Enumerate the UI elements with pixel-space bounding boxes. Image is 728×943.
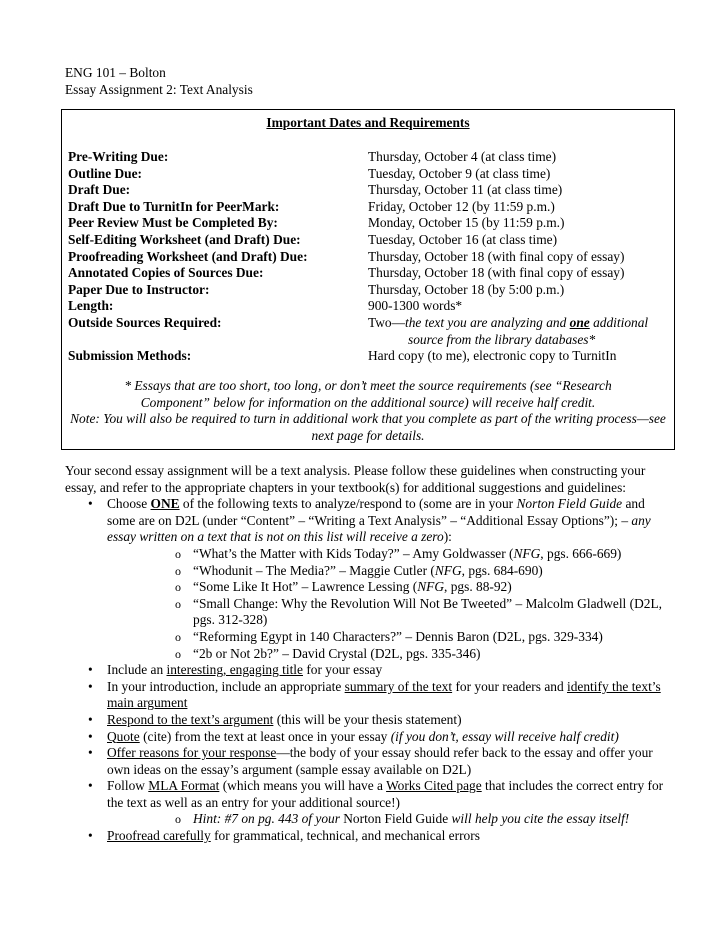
requirement-label: Submission Methods: <box>68 348 192 364</box>
list-item: • In your introduction, include an appropriate summary of the text for your readers and identify the text’s main argument <box>65 679 665 712</box>
text-run: ): <box>443 529 452 545</box>
requirement-label: Draft Due: <box>68 182 131 198</box>
process-note: Note: You will also be required to turn in additional work that you complete as part of the writing process—see next page for details. <box>70 411 666 443</box>
requirement-value: Hard copy (to me), electronic copy to TurnitIn <box>368 348 617 364</box>
requirement-label: Pre-Writing Due: <box>68 149 169 164</box>
list-item: • Include an interesting, engaging title for your essay <box>65 662 665 679</box>
list-item: • Offer reasons for your response—the body of your essay should refer back to the essay and offer your own ideas on the essay’s argument (sample essay available on D2L) <box>65 745 665 778</box>
requirement-value: Thursday, October 18 (with final copy of essay) <box>368 265 625 281</box>
book-title: Norton Field Guide <box>516 496 623 512</box>
guidelines-section <box>65 463 665 845</box>
requirement-value: Thursday, October 18 (by 5:00 p.m.) <box>368 281 565 297</box>
intro-paragraph: Your second essay assignment will be a text analysis. Please follow these guidelines when constructing your essay, and refer to the appropriate chapters in your textbook(s) for additional suggestions and guidelines: <box>65 463 646 495</box>
text-option: o “Reforming Egypt in 140 Characters?” – Dennis Baron (D2L, pgs. 329-334) <box>107 629 665 646</box>
box-notes <box>66 378 670 444</box>
requirement-label: Proofreading Worksheet (and Draft) Due: <box>68 248 308 264</box>
hint-list <box>107 811 665 828</box>
requirement-row <box>68 282 668 299</box>
box-title: Important Dates and Requirements <box>266 115 470 130</box>
requirement-label: Peer Review Must be Completed By: <box>68 215 278 231</box>
requirement-row <box>68 232 668 249</box>
sources-text: additional <box>589 314 649 330</box>
length-note: * Essays that are too short, too long, or don’t meet the source requirements (see “Research Component” below for information on the additional source) will receive half credit. <box>124 378 612 410</box>
document-header <box>65 65 253 98</box>
requirement-value: source from the library databases* <box>408 331 596 347</box>
requirement-label: Annotated Copies of Sources Due: <box>68 265 264 281</box>
text-option: o “2b or Not 2b?” – David Crystal (D2L, pgs. 335-346) <box>107 646 665 663</box>
requirement-row <box>68 215 668 232</box>
emphasis-text: ONE <box>150 496 180 512</box>
list-item: • Respond to the text’s argument (this will be your thesis statement) <box>65 712 665 729</box>
requirement-row <box>68 315 668 332</box>
text-run: Choose <box>107 496 151 512</box>
assignment-line: Essay Assignment 2: Text Analysis <box>65 81 253 97</box>
text-run: of the following texts to analyze/respond to (some are in your <box>179 496 517 512</box>
requirement-label: Outside Sources Required: <box>68 314 222 330</box>
requirement-row <box>68 166 668 183</box>
requirement-row <box>68 298 668 315</box>
list-item: • Proofread carefully for grammatical, technical, and mechanical errors <box>65 828 665 845</box>
requirement-row <box>68 199 668 216</box>
list-item: • Follow MLA Format (which means you will have a Works Cited page that includes the correct entry for the text as well as an entry for your additional source!) o Hint: #7 on pg. 443 of your Norton Field Guide will help you cite the essay itself! <box>65 778 665 828</box>
sources-text: the text you are analyzing and <box>405 314 570 330</box>
text-run: and some are on D2L (under “Content” – “Writing a Text Analysis” – “Additional Essay Options”); <box>107 496 645 528</box>
requirement-row-continued <box>68 332 668 349</box>
warning-text: – any essay written on a text that is not on this list will receive a zero <box>107 512 651 545</box>
requirement-row <box>68 265 668 282</box>
sources-text: Two— <box>368 314 406 330</box>
requirement-label: Paper Due to Instructor: <box>68 281 210 297</box>
requirement-value <box>368 315 668 332</box>
requirement-value: Tuesday, October 9 (at class time) <box>368 165 551 181</box>
requirement-value: Thursday, October 18 (with final copy of essay) <box>368 248 625 264</box>
list-item: • Quote (cite) from the text at least once in your essay (if you don’t, essay will receive half credit) <box>65 729 665 746</box>
text-option: o “Some Like It Hot” – Lawrence Lessing (NFG, pgs. 88-92) <box>107 579 665 596</box>
requirement-value: Thursday, October 4 (at class time) <box>368 149 557 164</box>
course-line: ENG 101 – Bolton <box>65 65 166 80</box>
requirement-row <box>68 182 668 199</box>
requirement-value: Tuesday, October 16 (at class time) <box>368 231 558 247</box>
requirement-value: Monday, October 15 (by 11:59 p.m.) <box>368 215 565 231</box>
requirement-label: Self-Editing Worksheet (and Draft) Due: <box>68 231 301 247</box>
text-options-list <box>107 546 665 662</box>
requirement-label: Draft Due to TurnitIn for PeerMark: <box>68 198 280 214</box>
requirement-value: Thursday, October 11 (at class time) <box>368 182 563 198</box>
requirement-value: 900-1300 words* <box>368 298 463 314</box>
requirement-value: Friday, October 12 (by 11:59 p.m.) <box>368 198 555 214</box>
text-option: o “What’s the Matter with Kids Today?” – Amy Goldwasser (NFG, pgs. 666-669) <box>107 546 665 563</box>
requirements-list <box>68 149 668 365</box>
requirement-row <box>68 149 668 166</box>
requirement-label: Length: <box>68 298 114 314</box>
requirement-row <box>68 348 668 365</box>
requirement-label: Outline Due: <box>68 165 143 181</box>
text-option: o “Whodunit – The Media?” – Maggie Cutler (NFG, pgs. 684-690) <box>107 563 665 580</box>
text-option: o “Small Change: Why the Revolution Will Not Be Tweeted” – Malcolm Gladwell (D2L, pgs. 312-328) <box>107 596 665 629</box>
hint-item: o Hint: #7 on pg. 443 of your Norton Field Guide will help you cite the essay itself! <box>107 811 665 828</box>
dates-requirements-box <box>61 109 675 450</box>
list-item <box>65 496 665 662</box>
requirement-row <box>68 249 668 266</box>
sources-emphasis: one <box>569 314 590 330</box>
guidelines-list <box>65 496 665 844</box>
